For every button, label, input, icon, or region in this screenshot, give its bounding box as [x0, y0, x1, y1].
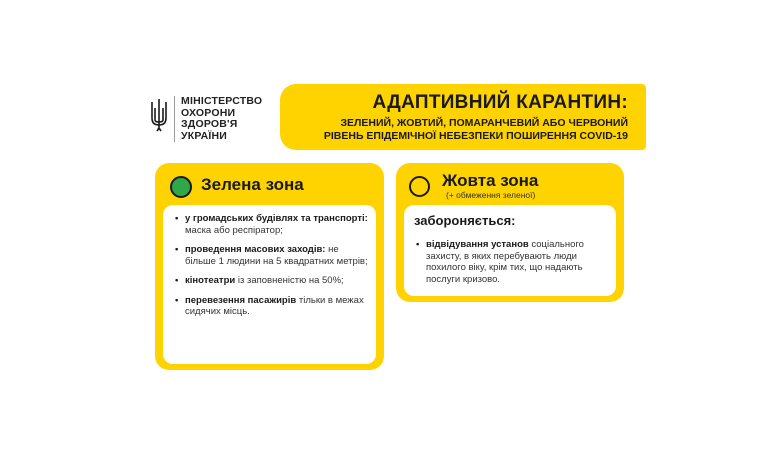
- green-zone-content: [163, 205, 376, 364]
- banner-subtitle-line-2: РІВЕНЬ ЕПІДЕМІЧНОЇ НЕБЕЗПЕКИ ПОШИРЕННЯ COVID-19: [323, 129, 628, 142]
- forbidden-label: забороняється:: [414, 213, 516, 228]
- ministry-line-2: ОХОРОНИ: [181, 106, 236, 119]
- green-circle-icon: [170, 176, 192, 198]
- banner-subtitle-line-1: ЗЕЛЕНИЙ, ЖОВТИЙ, ПОМАРАНЧЕВИЙ АБО ЧЕРВОНИЙ: [340, 117, 628, 129]
- banner-title: АДАПТИВНИЙ КАРАНТИН:: [372, 92, 628, 113]
- trident-icon: [150, 98, 168, 132]
- list-item: [173, 275, 371, 287]
- item-bold: відвідування установ: [426, 239, 529, 250]
- ministry-name: [181, 96, 262, 142]
- yellow-zone-list: [414, 239, 610, 293]
- item-text: маска або респіратор;: [185, 224, 283, 236]
- list-item: [414, 239, 610, 285]
- item-text: соціального захисту, в яких перебувають люди похилого віку, крім тих, що надають послуги кризово.: [426, 239, 584, 285]
- ministry-line-4: УКРАЇНИ: [181, 129, 228, 142]
- green-zone-title: Зелена зона: [201, 175, 304, 194]
- banner-subtitle: [324, 117, 628, 142]
- item-bold: кінотеатри: [185, 275, 236, 286]
- yellow-zone-note: (+ обмеження зеленої): [446, 190, 536, 200]
- quarantine-banner: [280, 84, 646, 150]
- ministry-line-3: ЗДОРОВ'Я: [181, 118, 238, 130]
- item-text: не більше 1 людини на 5 квадратних метрів;: [185, 244, 368, 267]
- item-text: із заповненістю на 50%;: [235, 275, 344, 286]
- logo-divider: [174, 96, 175, 142]
- green-zone-list: [173, 213, 371, 326]
- yellow-zone-content: [404, 205, 616, 296]
- list-item: [173, 244, 371, 267]
- yellow-zone-card: [396, 163, 624, 302]
- item-bold: перевезення пасажирів: [185, 294, 297, 306]
- item-bold: у громадських будівлях та транспорті:: [185, 213, 368, 224]
- yellow-zone-title: Жовта зона: [442, 171, 539, 190]
- ministry-logo: [150, 96, 262, 142]
- list-item: [173, 213, 371, 236]
- green-zone-card: [155, 163, 384, 370]
- item-bold: проведення масових заходів:: [185, 244, 326, 255]
- item-text: тільки в межах сидячих місць.: [185, 294, 364, 317]
- list-item: [173, 295, 371, 318]
- yellow-circle-icon: [409, 176, 430, 197]
- ministry-line-1: МІНІСТЕРСТВО: [181, 95, 263, 107]
